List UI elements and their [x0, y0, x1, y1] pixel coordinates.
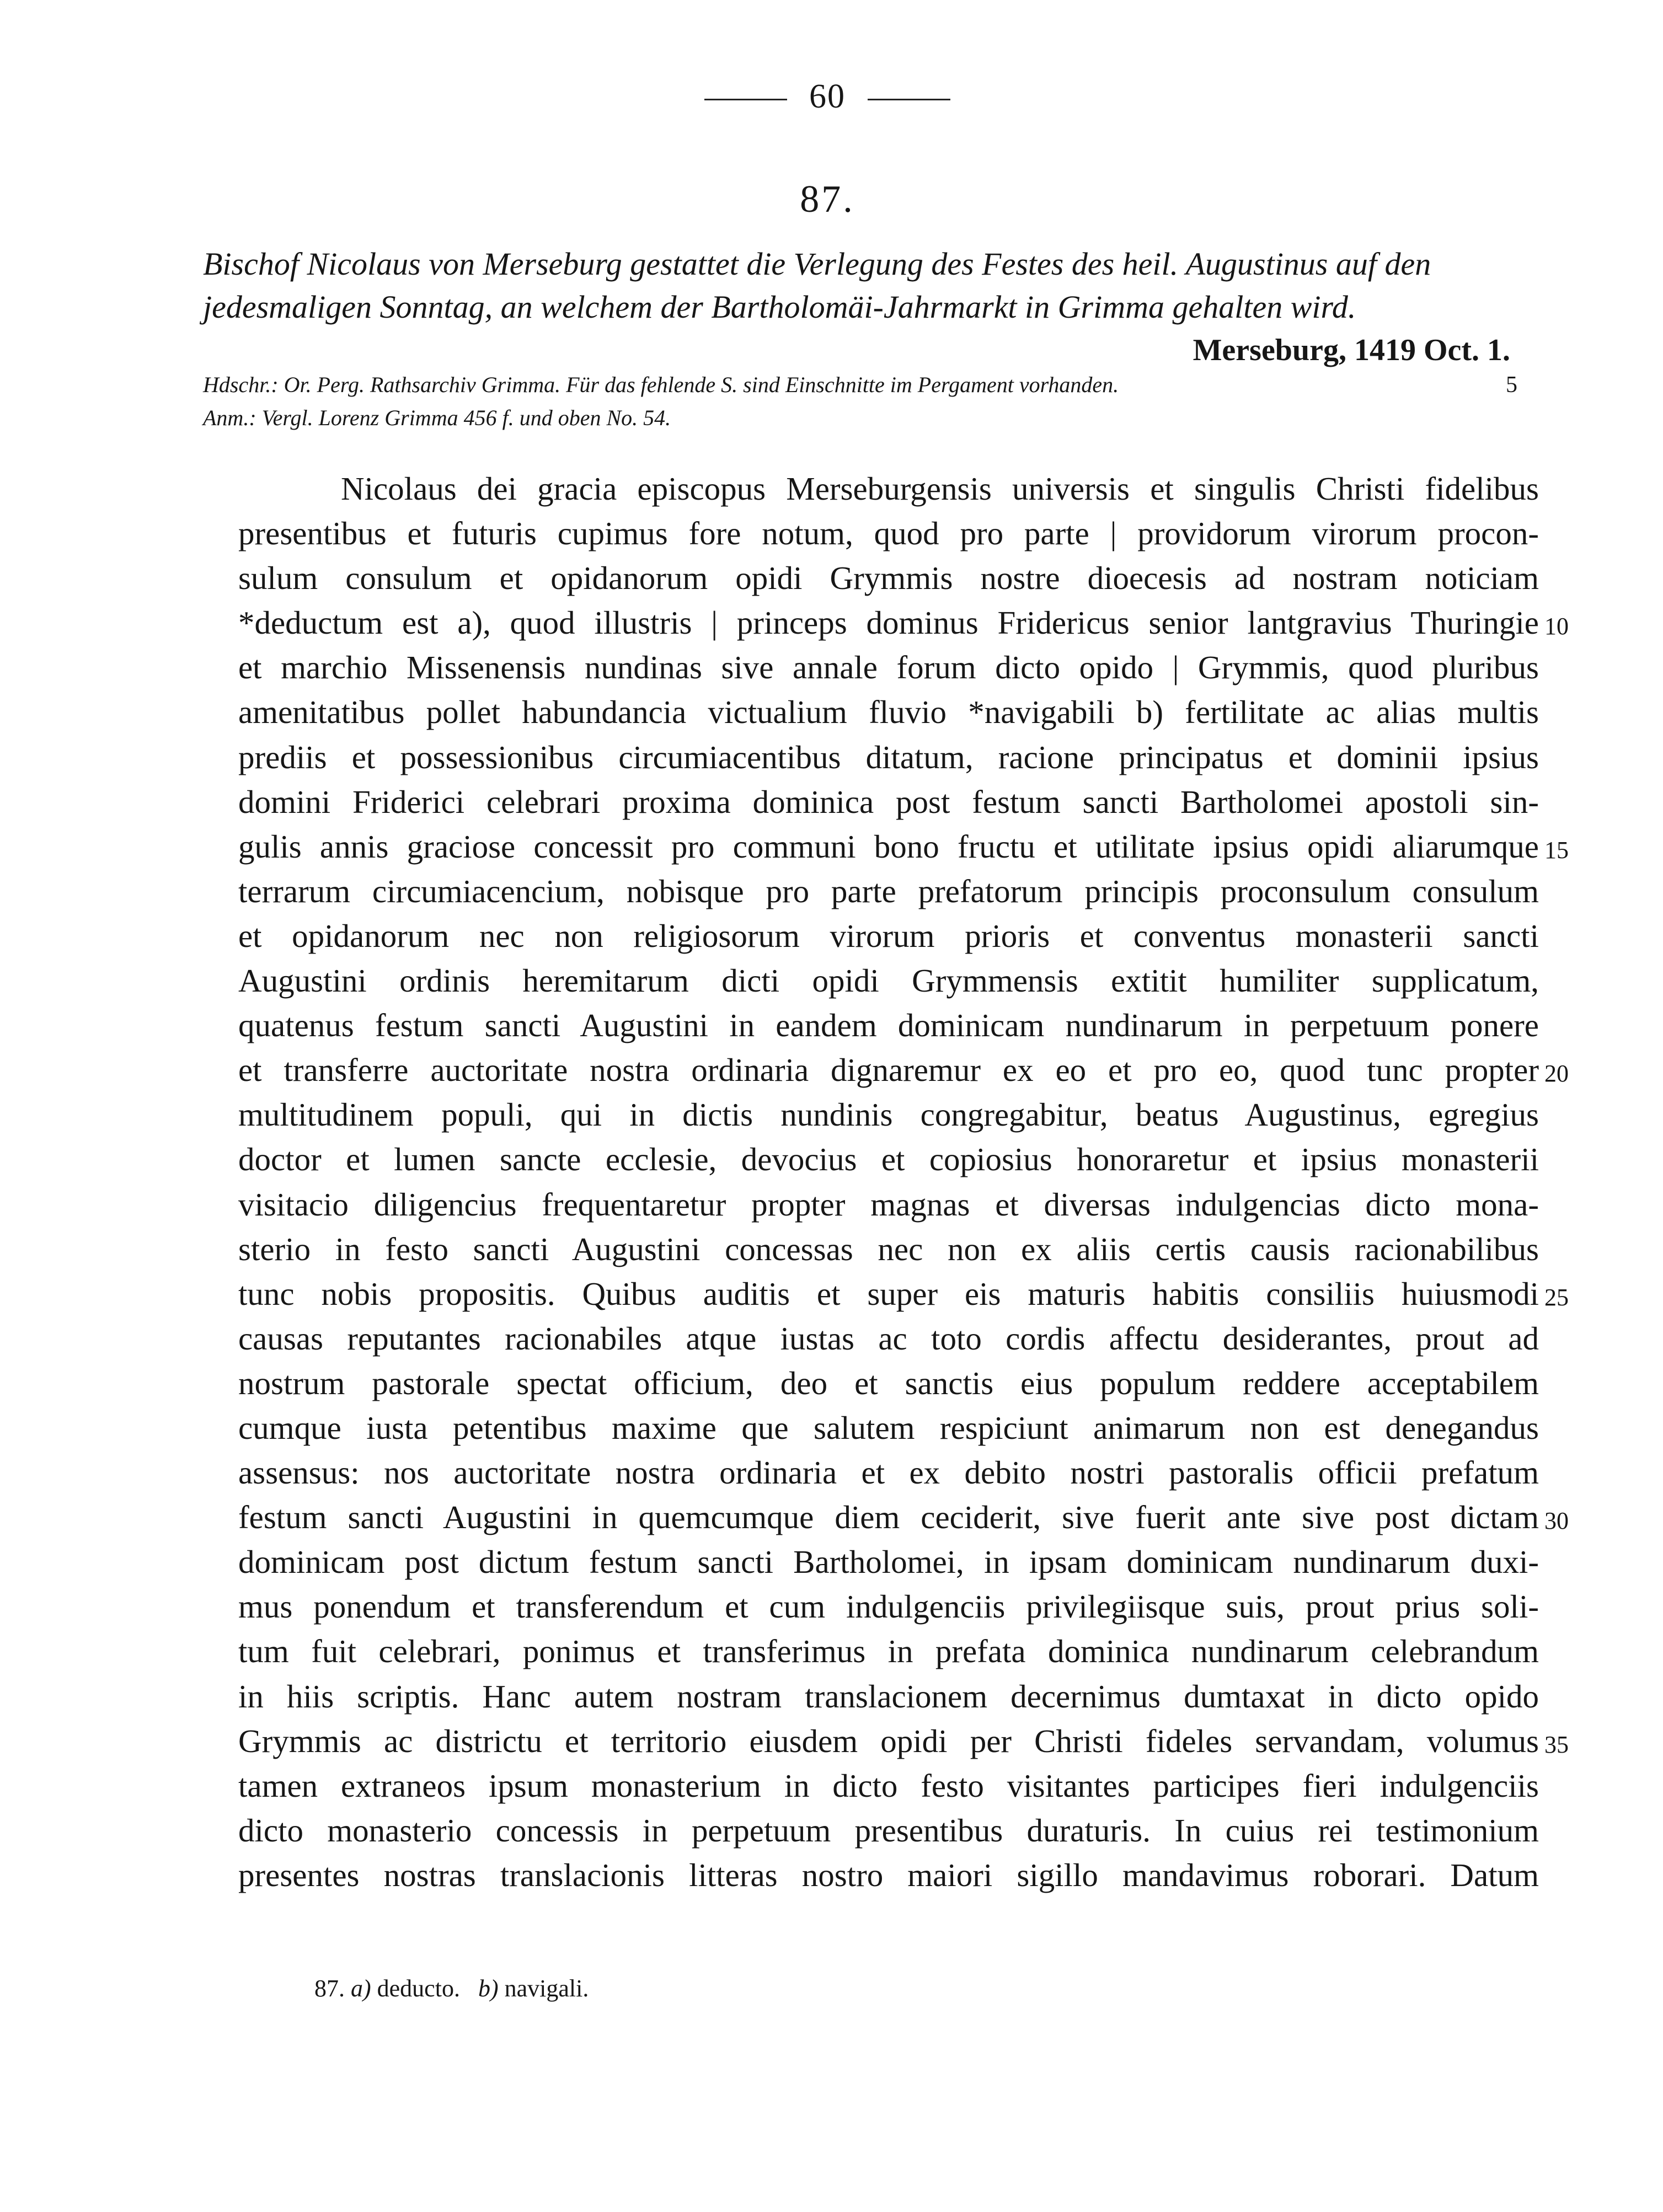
text-line [238, 780, 1539, 824]
text-line [238, 1092, 1539, 1137]
text-line [238, 1406, 1539, 1450]
text-line-content: tamen extraneos ipsum monasterium in dicto festo visitantes participes fieri indulgenciis [238, 1767, 1539, 1804]
text-line-content: festum sancti Augustini in quemcumque diem ceciderit, sive fuerit ante sive post dictam [238, 1499, 1539, 1536]
line-number: 35 [1544, 1731, 1569, 1758]
footnote-b-marker: b) [478, 1975, 499, 2002]
text-line-content: dominicam post dictum festum sancti Bartholomei, in ipsam dominicam nundinarum duxi- [238, 1544, 1539, 1581]
text-line-content: et transferre auctoritate nostra ordinaria dignaremur ex eo et pro eo, quod tunc propter [238, 1052, 1539, 1089]
text-line-content: et marchio Missenensis nundinas sive annale forum dicto opido | Grymmis, quod pluribus [238, 649, 1539, 686]
text-line [238, 1361, 1539, 1406]
text-line-content: Grymmis ac districtu et territorio eiusdem opidi per Christi fideles servandam, volumus [238, 1722, 1539, 1759]
text-line [238, 1674, 1539, 1719]
line-number: 10 [1544, 613, 1569, 640]
text-line-content: mus ponendum et transferendum et cum indulgenciis privilegiisque suis, prout prius soli- [238, 1588, 1539, 1625]
text-line [238, 690, 1539, 735]
text-line [238, 1227, 1539, 1272]
text-line-content: gulis annis graciose concessit pro communi bono fructu et utilitate ipsius opidi aliarumque [238, 828, 1539, 865]
text-line-content: Nicolaus dei gracia episcopus Merseburgensis universis et singulis Christi fidelibus [341, 470, 1539, 507]
text-line [238, 1182, 1539, 1227]
line-number: 20 [1544, 1060, 1569, 1088]
text-line-content: Augustini ordinis heremitarum dicti opidi Grymmensis extitit humiliter supplicatum, [238, 962, 1539, 999]
line-number: 5 [1506, 372, 1517, 398]
text-line [238, 1808, 1539, 1853]
text-line [238, 645, 1539, 690]
text-line [238, 1450, 1539, 1495]
text-line [238, 1048, 1569, 1092]
text-line [238, 467, 1539, 511]
text-line [238, 1629, 1539, 1674]
text-line [238, 1495, 1569, 1540]
page-number-left-rule [704, 99, 787, 100]
text-line [238, 1316, 1539, 1361]
page-number-text: 60 [809, 78, 846, 115]
document-number: 87. [800, 178, 855, 221]
text-line-content: presentes nostras translacionis litteras nostro maiori sigillo mandavimus roborari. Datum [238, 1856, 1539, 1893]
text-line [238, 1272, 1569, 1316]
page-number [662, 77, 993, 116]
note-text: Hdschr.: Or. Perg. Rathsarchiv Grimma. Für das fehlende S. sind Einschnitte im Pergament vorhanden. [203, 372, 1119, 397]
text-line [238, 869, 1539, 914]
text-line-content: sulum consulum et opidanorum opidi Grymmis nostre dioecesis ad nostram noticiam [238, 560, 1539, 597]
text-line [238, 1003, 1539, 1048]
text-line-content: doctor et lumen sancte ecclesie, devocius et copiosius honoraretur et ipsius monasterii [238, 1141, 1539, 1178]
regest [203, 243, 1510, 372]
text-line-content: tum fuit celebrari, ponimus et transferimus in prefata dominica nundinarum celebrandum [238, 1633, 1539, 1670]
text-line-content: causas reputantes racionabiles atque iustas ac toto cordis affectu desiderantes, prout ad [238, 1320, 1539, 1357]
text-line [238, 1719, 1569, 1764]
text-line-content: nostrum pastorale spectat officium, deo et sanctis eius populum reddere acceptabilem [238, 1364, 1539, 1401]
text-line [238, 1764, 1539, 1808]
text-line-content: presentibus et futuris cupimus fore notum, quod pro parte | providorum virorum procon- [238, 515, 1539, 552]
footnote-a-marker: a) [351, 1975, 371, 2002]
text-line [238, 601, 1569, 645]
footnote-a-text: deducto. [377, 1975, 460, 2002]
text-line [238, 511, 1539, 556]
footnotes [314, 1974, 589, 2002]
text-line [238, 1853, 1539, 1898]
text-line-content: dicto monasterio concessis in perpetuum presentibus duraturis. In cuius rei testimonium [238, 1812, 1539, 1849]
text-line [238, 1137, 1539, 1182]
text-line [238, 1540, 1539, 1584]
text-line-content: amenitatibus pollet habundancia victualium fluvio *navigabili b) fertilitate ac alias multis [238, 694, 1539, 731]
regest-line-1: Bischof Nicolaus von Merseburg gestattet die Verlegung des Festes des heil. Augustinus auf den [203, 246, 1431, 282]
text-line-content: assensus: nos auctoritate nostra ordinaria et ex debito nostri pastoralis officii prefatum [238, 1454, 1539, 1491]
text-line-content: prediis et possessionibus circumiacentibus ditatum, racione principatus et dominii ipsius [238, 738, 1539, 775]
text-line-content: sterio in festo sancti Augustini concessas nec non ex aliis certis causis racionabilibus [238, 1230, 1539, 1267]
line-number: 15 [1544, 836, 1569, 864]
text-line-content: in hiis scriptis. Hanc autem nostram translacionem decernimus dumtaxat in dicto opido [238, 1678, 1539, 1715]
text-line-content: quatenus festum sancti Augustini in eandem dominicam nundinarum in perpetuum ponere [238, 1007, 1539, 1044]
regest-line-2: jedesmaligen Sonntag, an welchem der Bartholomäi-Jahrmarkt in Grimma gehalten wird. [203, 289, 1356, 325]
note-remark [203, 401, 1510, 435]
note-text: Anm.: Vergl. Lorenz Grimma 456 f. und oben No. 54. [203, 405, 671, 430]
text-line [238, 824, 1569, 869]
text-line-content: terrarum circumiacencium, nobisque pro parte prefatorum principis proconsulum consulum [238, 872, 1539, 909]
text-line [238, 556, 1539, 601]
text-line-content: et opidanorum nec non religiosorum virorum prioris et conventus monasterii sancti [238, 917, 1539, 954]
text-line-content: multitudinem populi, qui in dictis nundinis congregabitur, beatus Augustinus, egregius [238, 1096, 1539, 1133]
note-manuscript [203, 368, 1517, 401]
footnote-number: 87. [314, 1975, 345, 2002]
source-notes [203, 368, 1598, 435]
text-line-content: domini Friderici celebrari proxima dominica post festum sancti Bartholomei apostoli sin- [238, 783, 1539, 820]
text-line [238, 1584, 1539, 1629]
text-line-content: visitacio diligencius frequentaretur propter magnas et diversas indulgencias dicto mona- [238, 1186, 1539, 1223]
text-line-content: cumque iusta petentibus maxime que salutem respiciunt animarum non est denegandus [238, 1409, 1539, 1446]
text-line [238, 735, 1539, 780]
line-number: 25 [1544, 1283, 1569, 1311]
footnote-b-text: navigali. [504, 1975, 589, 2002]
text-line-content: *deductum est a), quod illustris | princeps dominus Fridericus senior lantgravius Thuringie [238, 604, 1539, 641]
page-number-right-rule [868, 99, 950, 100]
text-line-content: tunc nobis propositis. Quibus auditis et super eis maturis habitis consiliis huiusmodi [238, 1275, 1539, 1312]
text-line [238, 914, 1539, 958]
text-line [238, 958, 1539, 1003]
charter-text [238, 467, 1569, 1898]
place-date: Merseburg, 1419 Oct. 1. [1193, 333, 1510, 367]
line-number: 30 [1544, 1507, 1569, 1535]
